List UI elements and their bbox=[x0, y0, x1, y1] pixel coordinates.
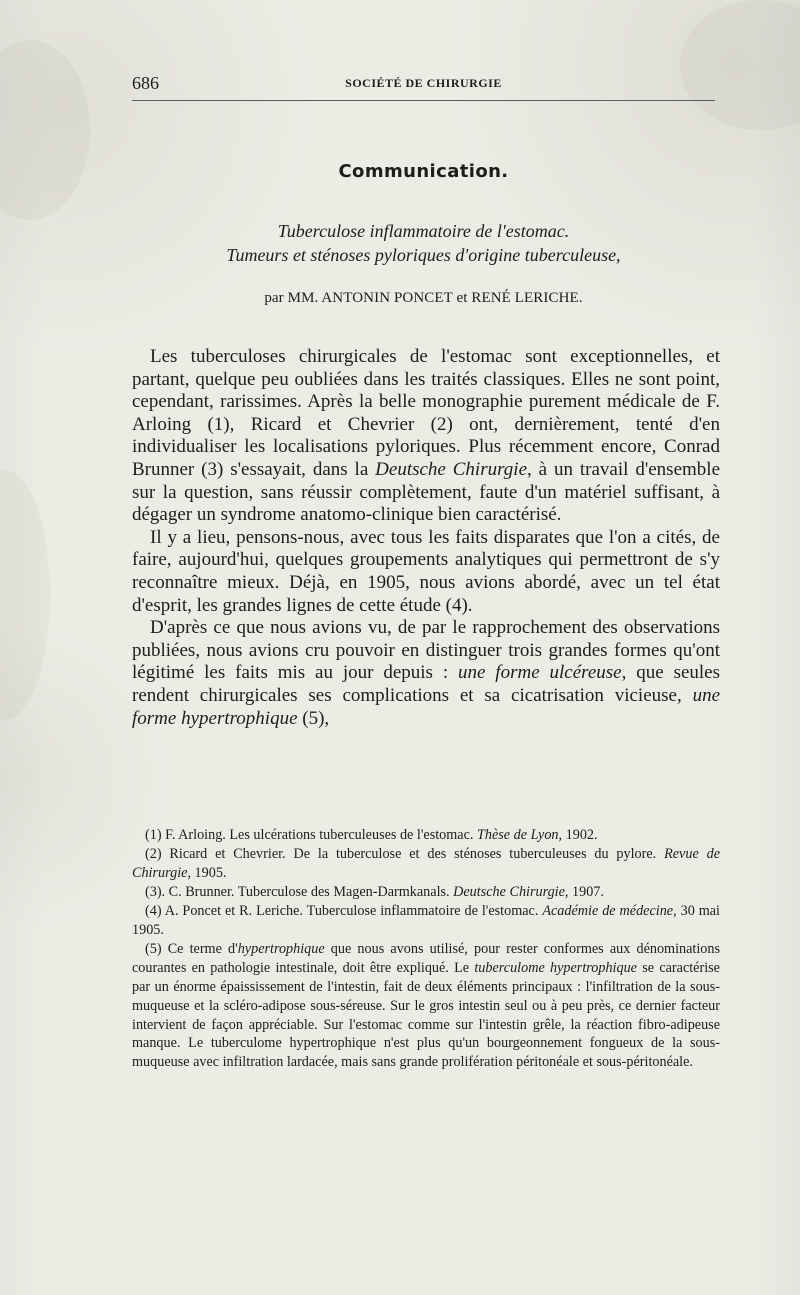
paragraph bbox=[132, 617, 720, 730]
footnote bbox=[132, 845, 720, 883]
footnote-text: se caractérise par un énorme épaississement de l'intestin, fait de deux éléments principaux : l'infiltration de la sous-muqueuse et la scléro-adipose sous-séreuse. Sur le gros intestin seul ou à peu près, ce dernier facteur intervient de façon appréciable. Sur l'estomac comme sur l'intestin grêle, la réaction fibro-adipeuse manque. Le tuberculome hypertrophique n'est plus qu'un bourgeonnement fongueux de la sous-muqueuse avec infiltration lardacée, mais sans grande prolifération péritonéale et sous-péritonéale. bbox=[132, 959, 720, 1071]
paragraph-text: (5), bbox=[297, 707, 330, 729]
footnote-text: (5) Ce terme d' bbox=[145, 940, 238, 957]
paragraph-text: , à un travail d'ensemble sur la question, sans réussir complètement, faute d'un matériel suffisant, à dégager un syndrome anatomo-clinique bien caractérisé. bbox=[132, 458, 720, 526]
paragraph bbox=[132, 527, 720, 617]
authors-line: par MM. ANTONIN PONCET et RENÉ LERICHE. bbox=[264, 290, 583, 306]
footnote-text: (2) Ricard et Chevrier. De la tuberculose et des sténoses tuberculeuses du pylore. bbox=[145, 845, 665, 862]
footnote-text: (1) F. Arloing. Les ulcérations tuberculeuses de l'estomac. bbox=[145, 827, 477, 843]
footnote-text: (3). C. Brunner. Tuberculose des Magen-Darmkanals. bbox=[145, 883, 454, 900]
italic-reference: Deutsche Chirurgie bbox=[453, 883, 565, 900]
footnote-text: que nous avons utilisé, pour rester conformes aux dénominations courantes en pathologie intestinale, doit être expliqué. Le bbox=[132, 940, 721, 976]
paper-stain bbox=[0, 40, 90, 220]
footnote bbox=[132, 902, 720, 940]
article-body bbox=[132, 346, 720, 730]
page-header bbox=[132, 72, 715, 101]
paragraph-text: Les tuberculoses chirurgicales de l'estomac sont exceptionnelles, et partant, quelque peu oubliées dans les traités classiques. Elles ne sont point, cependant, rarissimes. Après la belle monographie purement médicale de F. Arloing (1), Ricard et Chevrier (2) ont, dernièrement, tenté d'en individualiser les localisations pyloriques. Plus récemment encore, Conrad Brunner (3) s'essayait, dans la bbox=[132, 346, 720, 480]
italic-reference: Thèse de Lyon bbox=[476, 827, 559, 843]
article-subtitle: Tuberculose inflammatoire de l'estomac. bbox=[277, 221, 570, 241]
italic-title: Deutsche Chirurgie bbox=[375, 458, 528, 480]
footnotes bbox=[132, 826, 720, 1072]
paragraph-text: , que seules rendent chirurgicales ses complications et sa cicatrisation vicieuse, bbox=[132, 662, 720, 706]
footnote bbox=[132, 826, 720, 845]
italic-term: une forme hypertrophique bbox=[132, 684, 720, 729]
italic-term: hypertrophique bbox=[237, 940, 325, 957]
paragraph-text: D'après ce que nous avions vu, de par le rapprochement des observations publiées, nous avions cru pouvoir en distinguer trois grandes formes qu'ont légitimé les faits mis au jour depuis : bbox=[132, 617, 720, 684]
article-subtitle-secondary: Tumeurs et sténoses pyloriques d'origine tuberculeuse, bbox=[226, 245, 621, 265]
italic-term: tuberculome hypertrophique bbox=[474, 959, 637, 976]
footnote bbox=[132, 940, 720, 1073]
section-title: Communication. bbox=[338, 161, 509, 182]
footnote-text: , 1907. bbox=[564, 883, 604, 900]
italic-term: une forme ulcéreuse bbox=[458, 662, 622, 684]
paper-stain bbox=[0, 470, 50, 720]
footnote bbox=[132, 883, 720, 902]
paper-stain bbox=[680, 0, 800, 130]
paragraph bbox=[132, 346, 720, 527]
footnote-text: , 1902. bbox=[558, 827, 598, 843]
running-head: SOCIÉTÉ DE CHIRURGIE bbox=[345, 76, 502, 90]
italic-reference: Académie de médecine bbox=[542, 902, 674, 919]
italic-reference: Revue de Chirurgie bbox=[132, 845, 721, 881]
footnote-text: (4) A. Poncet et R. Leriche. Tuberculose inflammatoire de l'estomac. bbox=[145, 902, 543, 919]
page-number: 686 bbox=[132, 73, 159, 93]
footnote-text: , 1905. bbox=[187, 864, 227, 881]
paragraph-text: Il y a lieu, pensons-nous, avec tous les faits disparates que l'on a cités, de faire, aujourd'hui, quelques groupements analytiques qui permettront de s'y reconnaître mieux. Déjà, en 1905, nous avions abordé, avec un tel état d'esprit, les grandes lignes de cette étude (4). bbox=[132, 526, 720, 616]
footnote-text: , 30 mai 1905. bbox=[132, 902, 720, 938]
